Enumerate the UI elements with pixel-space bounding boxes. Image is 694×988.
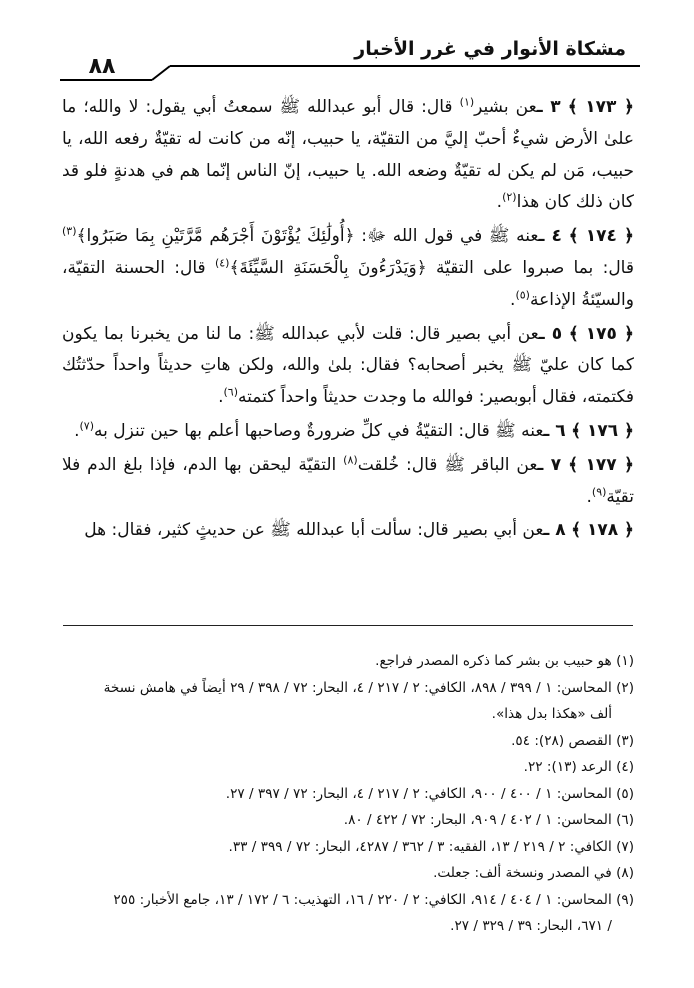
footnote-5 <box>60 781 634 808</box>
hadith-174 <box>62 221 634 316</box>
hadith-text: قال: قال أبو عبدالله ﷺ سمعتُ أبي يقول: لا والله؛ ما علىٰ الأرض شيءٌ أحبّ إليَّ من التقيّة، يا حبيب، إنّه من كانت له تقيّةٌ رفعه الله، يا حبيب، مَن لم يكن له تقيّةٌ وضعه الله. يا حبيب، إنّ الناس إنّما هم في هدنةٍ فلو قد كان ذلك كان هذا <box>62 97 634 213</box>
hadith-number: ﴿ ١٧٣ ﴾ <box>567 97 635 117</box>
footnote-ref: (٧) <box>79 419 94 433</box>
footnote-ref: (٣) <box>62 224 77 238</box>
footnote-text: الكافي: ٢ / ٢١٩ / ١٣، الفقيه: ٣ / ٣٦٢ / ٤٢٨٧، البحار: ٧٢ / ٣٩٩ / ٣٣. <box>228 838 612 855</box>
hadith-subnumber: ٦ ـ <box>543 420 566 441</box>
footnote-text: في المصدر ونسخة ألف: جعلت. <box>433 865 612 881</box>
footnote-number: (٣) <box>616 732 634 749</box>
hadith-subnumber: ٧ ـ <box>537 454 562 475</box>
footnote-text: هو حبيب بن بشر كما ذكره المصدر فراجع. <box>375 653 612 669</box>
hadith-number: ﴿ ١٧٤ ﴾ <box>568 226 634 247</box>
footnote-ref: (٢) <box>502 190 517 204</box>
hadith-end: . <box>510 289 516 310</box>
footnote-6 <box>60 807 634 834</box>
quran-verse: ﴿وَيَدْرَءُونَ بِالْحَسَنَةِ السَّيِّئَةَ﴾ <box>229 257 427 278</box>
footnote-1 <box>60 648 634 675</box>
footnote-ref: (٨) <box>343 453 358 467</box>
running-title: مشكاة الأنوار في غرر الأخبار <box>354 38 626 60</box>
hadith-text: عنه ﷺ قال: التقيّةُ في كلِّ ضرورةٌ وصاحبها أعلم بها حين تنزل به <box>94 420 544 441</box>
footnote-number: (٦) <box>616 812 634 828</box>
footnote-text: المحاسن: ١ / ٤٠٤ / ٩١٤، الكافي: ٢ / ٢٢٠ / ١٦، التهذيب: ٦ / ١٧٢ / ١٣، جامع الأخبار: ٢٥٥ <box>113 891 612 908</box>
footnote-7 <box>60 834 634 861</box>
footnote-8 <box>60 860 634 887</box>
footnote-ref: (٥) <box>515 288 530 302</box>
hadith-text: عن أبي بصير قال: قلت لأبي عبدالله ﷺ: ما لنا من يخبرنا بما يكون كما كان عليّ ﷺ يخبر أصحابه؟ فقال: بلىٰ والله، ولكن هاتِ حديثاً واحداً حدّثتُك فكتمته، فقال أبوبصير: فوالله ما وجدت حديثاً واحداً كتمته <box>62 323 634 408</box>
hadith-subnumber: ٤ ـ <box>538 226 562 247</box>
footnote-text: المحاسن: ١ / ٤٠٠ / ٩٠٠، الكافي: ٢ / ٢١٧ / ٤، البحار: ٧٢ / ٣٩٧ / ٢٧. <box>225 785 612 802</box>
footnote-ref: (١) <box>459 95 475 109</box>
footnote-number: (١) <box>616 653 634 669</box>
hadith-subnumber: ٥ ـ <box>538 323 563 344</box>
footnotes <box>60 648 634 940</box>
hadith-end: . <box>218 387 224 408</box>
hadith-text: عنه ﷺ في قول الله ﷻ: <box>354 226 539 247</box>
hadith-end: . <box>74 420 80 441</box>
footnote-4 <box>60 754 634 781</box>
footnote-9-continuation: / ٦٧١، البحار: ٣٩ / ٣٢٩ / ٢٧. <box>450 918 612 934</box>
hadith-text: عن الباقر ﷺ قال: خُلقت <box>357 454 538 475</box>
footnote-number: (٤) <box>616 759 634 775</box>
header-rule <box>60 64 640 84</box>
footnote-text: القصص (٢٨): ٥٤. <box>511 732 612 749</box>
footnote-2 <box>60 675 634 702</box>
hadith-178 <box>62 515 634 547</box>
footnote-9 <box>60 887 634 914</box>
hadith-end: . <box>496 192 503 213</box>
footnote-text: المحاسن: ١ / ٣٩٩ / ٨٩٨، الكافي: ٢ / ٢١٧ / ٤، البحار: ٧٢ / ٣٩٨ / ٢٩ أيضاً في هامش نسخة <box>103 679 612 696</box>
footnote-ref: (٤) <box>214 256 230 270</box>
hadith-subnumber: ٨ ـ <box>543 520 566 541</box>
page-header <box>0 0 694 80</box>
hadith-text: عن أبي بصير قال: سألت أبا عبدالله ﷺ عن حديثٍ كثير، فقال: هل <box>84 520 544 541</box>
hadith-text: قال: الحسنة التقيّة، والسيّئةُ الإذاعة <box>62 257 634 310</box>
hadith-number: ﴿ ١٧٦ ﴾ <box>571 420 634 441</box>
footnote-ref: (٩) <box>591 484 607 498</box>
footnote-number: (٢) <box>616 679 634 696</box>
quran-verse: ﴿أُولَٰئِكَ يُؤْتَوْنَ أَجْرَهُم مَّرَّتَيْنِ بِمَا صَبَرُوا﴾ <box>76 226 355 247</box>
hadith-text: عن بشير <box>474 97 537 117</box>
footnote-number: (٧) <box>616 838 634 855</box>
hadith-end: . <box>586 486 592 507</box>
main-text <box>62 92 634 549</box>
hadith-subnumber: ٣ ـ <box>536 97 561 117</box>
footnote-3 <box>60 728 634 755</box>
hadith-175 <box>62 319 634 414</box>
footnote-text: الرعد (١٣): ٢٢. <box>523 759 612 775</box>
footnote-ref: (٦) <box>223 385 239 399</box>
footnote-2-continuation: ألف «هكذا بدل هذا». <box>491 706 612 722</box>
footnote-number: (٥) <box>616 785 634 802</box>
hadith-number: ﴿ ١٧٨ ﴾ <box>571 520 634 541</box>
hadith-number: ﴿ ١٧٥ ﴾ <box>568 323 634 344</box>
hadith-text: قال: بما صبروا على التقيّة <box>426 257 634 278</box>
hadith-176 <box>62 416 634 448</box>
hadith-177 <box>62 450 634 514</box>
page-number: ٨٨ <box>88 54 116 79</box>
footnote-divider <box>63 625 633 626</box>
footnote-number: (٨) <box>616 865 634 881</box>
hadith-text: التقيّة ليحقن بها الدم، فإذا بلغ الدم فلا تقيّة <box>62 454 634 507</box>
footnote-text: المحاسن: ١ / ٤٠٢ / ٩٠٩، البحار: ٧٢ / ٤٢٢ / ٨٠. <box>343 812 612 828</box>
hadith-number: ﴿ ١٧٧ ﴾ <box>568 454 634 475</box>
footnote-number: (٩) <box>616 891 634 908</box>
hadith-173 <box>62 92 634 219</box>
